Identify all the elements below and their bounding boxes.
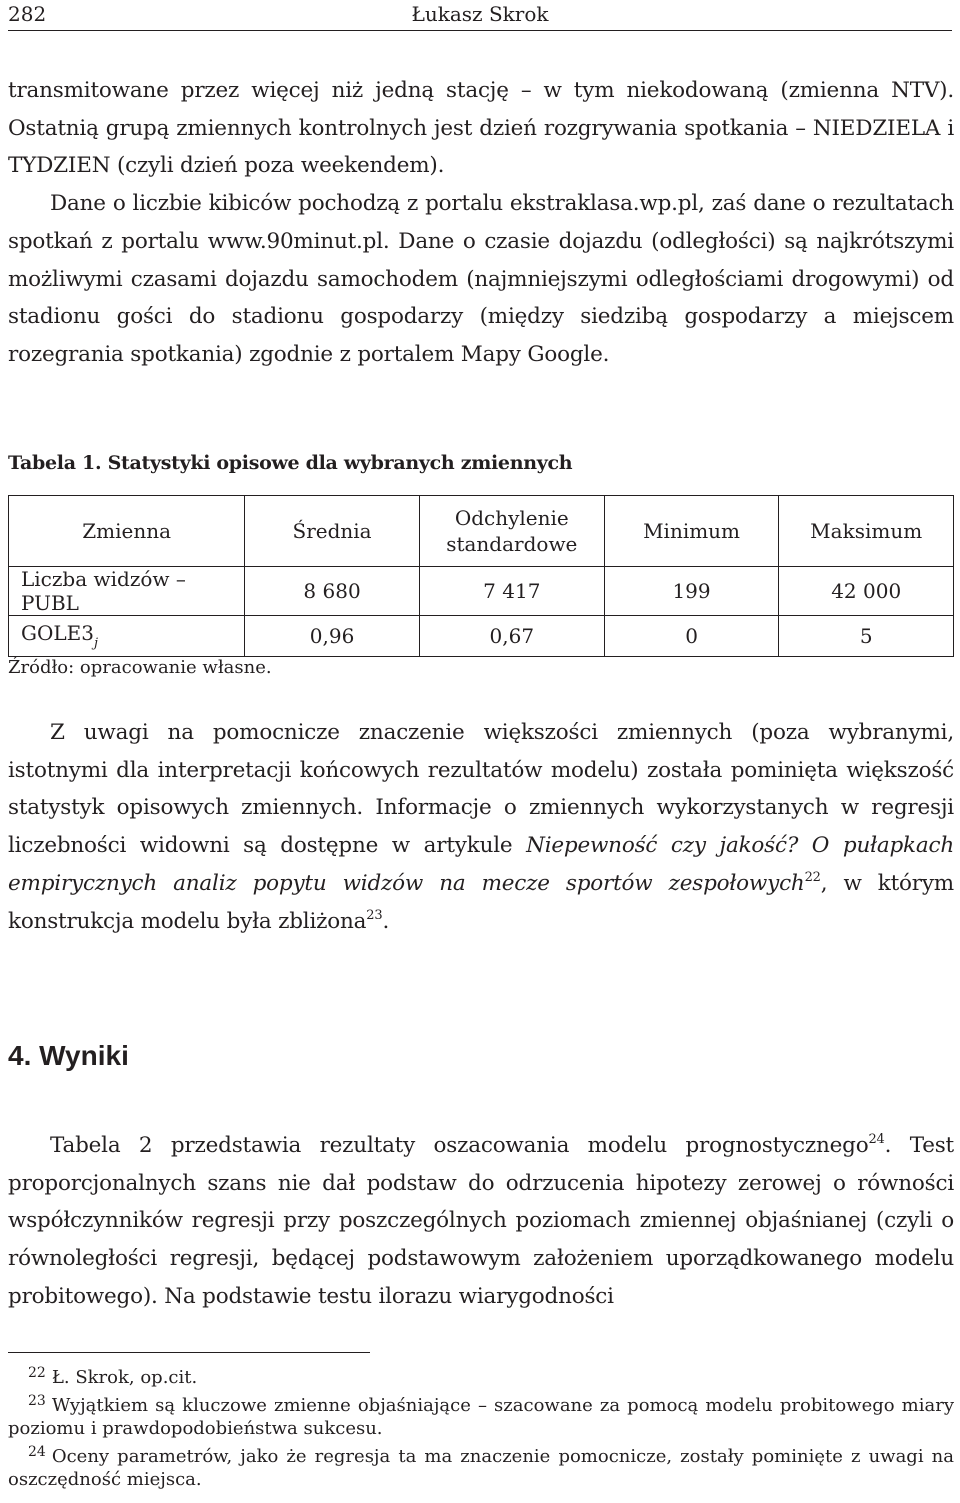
header-mean: Średnia [245, 496, 420, 567]
footnote [8, 1441, 954, 1492]
paragraph-3: Z uwagi na pomocnicze znaczenie większości zmiennych (poza wybranymi, istotnymi dla interpretacji końcowych rezultatów modelu) została pominięta większość statystyk opisowych zmiennych. Informacje o zmiennych wykorzystanych w regresji liczebności widowni są dostępne w artykule Niepewność czy jakość? O pułapkach empirycznych analiz popytu widzów na mecze sportów zespołowych$^{22}$, w którym konstrukcja modelu była zbliżona$^{23}$. [8, 720, 954, 934]
results-text [8, 1127, 954, 1316]
footnote-ref-24[interactable]: 24 [868, 1132, 885, 1147]
footnotes [8, 1362, 954, 1492]
table-row [9, 616, 954, 657]
header-variable: Zmienna [9, 496, 245, 567]
cell-variable: Liczba widzów – PUBL [9, 567, 245, 616]
discussion-text [8, 714, 954, 940]
header-sd-line1: Odchylenie [454, 506, 569, 530]
cell-max: 5 [779, 616, 954, 657]
article-title: Niepewność czy jakość? O pułapkach empirycznych analiz popytu widzów na mecze sportów zespołowych [8, 833, 954, 896]
footnote [8, 1390, 954, 1441]
table-source: Źródło: opracowanie własne. [8, 657, 272, 678]
page-header [8, 0, 952, 31]
footnote-number: 24 [28, 1443, 46, 1460]
table-row [9, 567, 954, 616]
table-header-row [9, 496, 954, 567]
footnote-divider [8, 1352, 370, 1353]
cell-sd: 7 417 [419, 567, 604, 616]
footnote-text: Wyjątkiem są kluczowe zmienne objaśniające – szacowane za pomocą modelu probitowego miary poziomu i prawdopodobieństwa sukcesu. [8, 1394, 954, 1439]
header-min: Minimum [604, 496, 779, 567]
intro-text [8, 72, 954, 374]
cell-max: 42 000 [779, 567, 954, 616]
footnote-ref-22[interactable]: 22 [804, 869, 821, 885]
paragraph-4: Tabela 2 przedstawia rezultaty oszacowania modelu prognostycznego$^{24}$. Test proporcjonalnych szans nie dał podstaw do odrzucenia hipotezy zerowej o równości współczynników regresji przy poszczególnych poziomach zmiennej objaśnianej (czyli o równoległości regresji, będącej podstawowym założeniem uporządkowanego modelu probitowego). Na podstawie testu ilorazu wiarygodności [8, 1132, 954, 1309]
running-head: Łukasz Skrok [411, 2, 549, 26]
cell-min: 199 [604, 567, 779, 616]
cell-mean: 8 680 [245, 567, 420, 616]
header-max: Maksimum [779, 496, 954, 567]
paragraph-1: transmitowane przez więcej niż jedną stację – w tym niekodowaną (zmienna NTV). Ostatnią grupą zmiennych kontrolnych jest dzień rozgrywania spotkania – NIEDZIELA i TYDZIEN (czyli dzień poza weekendem). [8, 78, 954, 179]
footnote-text: Ł. Skrok, op.cit. [51, 1367, 198, 1388]
table-caption: Tabela 1. Statystyki opisowe dla wybranych zmiennych [8, 452, 573, 474]
cell-min: 0 [604, 616, 779, 657]
paragraph-2: Dane o liczbie kibiców pochodzą z portalu ekstraklasa.wp.pl, zaś dane o rezultatach spotkań z portalu www.90minut.pl. Dane o czasie dojazdu (odległości) są najkrótszymi możliwymi czasami dojazdu samochodem (najmniejszymi odległościami drogowymi) od stadionu gości do stadionu gospodarzy (między siedzibą gospodarzy a miejscem rozegrania spotkania) zgodnie z portalem Mapy Google. [8, 191, 954, 367]
statistics-table [8, 495, 954, 657]
footnote-ref-23[interactable]: 23 [366, 907, 383, 923]
header-sd [419, 496, 604, 567]
variable-subscript: j [93, 636, 99, 651]
cell-sd: 0,67 [419, 616, 604, 657]
cell-mean: 0,96 [245, 616, 420, 657]
page-number: 282 [8, 2, 47, 26]
cell-variable: $GOLE3_j$ [9, 616, 245, 657]
section-heading: 4. Wyniki [8, 1040, 129, 1071]
footnote-number: 22 [28, 1365, 46, 1381]
footnote [8, 1362, 954, 1390]
footnote-number: 23 [28, 1392, 46, 1409]
footnote-text: Oceny parametrów, jako że regresja ta ma znaczenie pomocnicze, zostały pominięte z uwagi na oszczędność miejsca. [8, 1445, 954, 1490]
header-sd-line2: standardowe [446, 532, 578, 556]
